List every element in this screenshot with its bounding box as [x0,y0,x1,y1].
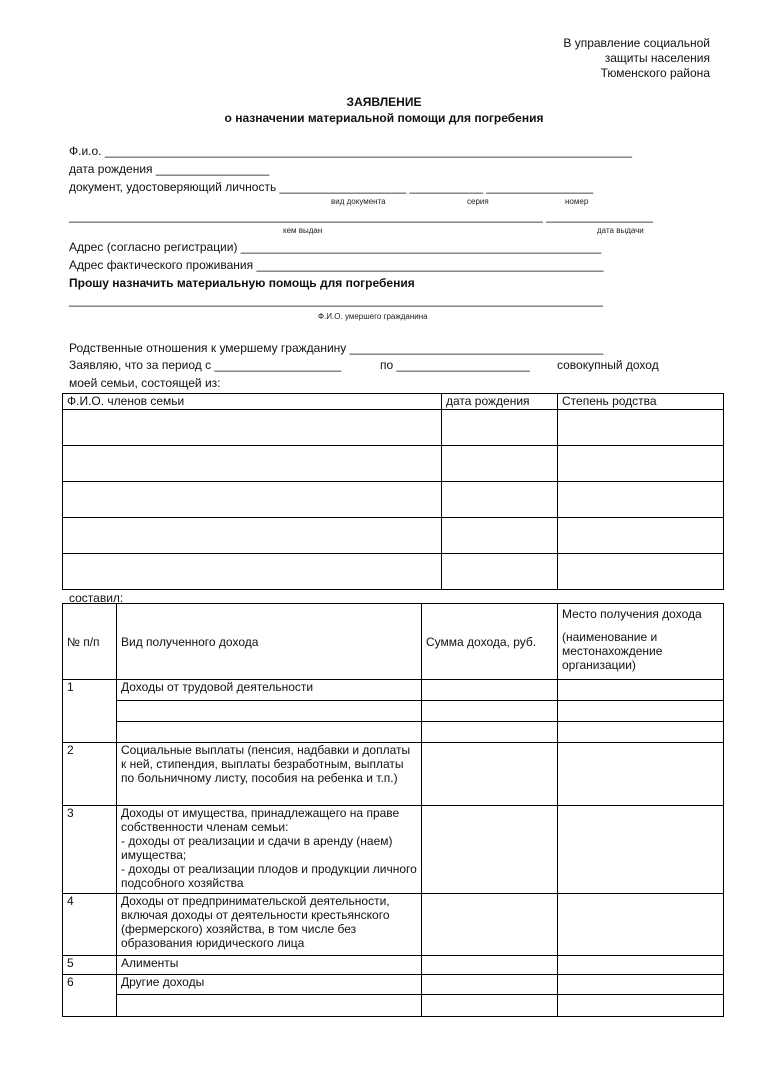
cell-input[interactable] [63,410,442,446]
table-row [63,975,724,995]
caption-deceased-name: Ф.И.О. умершего гражданина [318,312,428,321]
cell-input[interactable] [117,722,422,743]
row-income-type: Алименты [117,956,422,975]
cell-input[interactable] [558,956,724,975]
cell-input[interactable] [63,446,442,482]
deceased-name-field[interactable]: ________________________________________________________________________________ [69,293,603,307]
cell-input[interactable] [422,806,558,894]
row-number: 3 [63,806,117,894]
registration-address-field[interactable]: Адрес (согласно регистрации) ______________________________________________________ [69,240,602,254]
header-income-place [558,604,724,680]
table-row [63,894,724,956]
header-relationship: Степень родства [558,394,724,410]
row-income-type: Доходы от имущества, принадлежащего на праве собственности членам семьи: - доходы от реализации и сдачи в аренду (наем) имущества; - доходы от реализации плодов и продукции личного подсобного хозяйства [117,806,422,894]
cell-input[interactable] [422,722,558,743]
cell-input[interactable] [422,743,558,806]
table-row [63,743,724,806]
caption-issue-date: дата выдачи [597,226,644,235]
recipient-line-2: защиты населения [604,51,710,65]
header-income-place-title: Место получения дохода [562,607,702,621]
cell-input[interactable] [63,554,442,590]
cell-input[interactable] [422,956,558,975]
row-number: 4 [63,894,117,956]
table-row [63,722,724,743]
caption-number: номер [565,197,589,206]
cell-input[interactable] [558,554,724,590]
header-income-place-detail: (наименование и местонахождение организации) [562,630,663,672]
actual-address-field[interactable]: Адрес фактического проживания ____________________________________________________ [69,258,604,272]
cell-input[interactable] [558,446,724,482]
table-row [63,956,724,975]
family-table-header [63,394,724,410]
recipient-line-1: В управление социальной [563,36,710,50]
cell-input[interactable] [117,701,422,722]
cell-input[interactable] [558,680,724,701]
composed-label: составил: [69,591,124,605]
cell-input[interactable] [558,410,724,446]
row-number: 2 [63,743,117,806]
cell-input[interactable] [442,482,558,518]
table-row [63,518,724,554]
cell-input[interactable] [558,995,724,1017]
table-row [63,410,724,446]
cell-input[interactable] [442,554,558,590]
cell-input[interactable] [422,995,558,1017]
table-row [63,806,724,894]
birth-date-field[interactable]: дата рождения _________________ [69,162,270,176]
family-consisting-label: моей семьи, состоящей из: [69,376,221,390]
row-number: 5 [63,956,117,975]
table-row [63,446,724,482]
row-number: 6 [63,975,117,1017]
header-birth-date: дата рождения [442,394,558,410]
row-income-type: Другие доходы [117,975,422,995]
table-row [63,482,724,518]
table-row [63,995,724,1017]
cell-input[interactable] [558,701,724,722]
table-row [63,554,724,590]
document-subtitle: о назначении материальной помощи для погребения [224,111,544,125]
cell-input[interactable] [117,995,422,1017]
fio-field[interactable]: Ф.и.о. _______________________________________________________________________________ [69,144,633,158]
period-from-field[interactable]: Заявляю, что за период с ___________________ [69,358,342,372]
row-number: 1 [63,680,117,743]
header-number: № п/п [63,604,117,680]
cell-input[interactable] [422,701,558,722]
period-to-field[interactable]: по ____________________ [380,358,530,372]
income-table [62,603,724,1017]
cell-input[interactable] [442,410,558,446]
caption-series: серия [467,197,489,206]
cell-input[interactable] [422,894,558,956]
cell-input[interactable] [558,722,724,743]
cell-input[interactable] [63,482,442,518]
cell-input[interactable] [422,975,558,995]
header-income-sum: Сумма дохода, руб. [422,604,558,680]
document-title: ЗАЯВЛЕНИЕ [346,95,422,109]
header-income-type: Вид полученного дохода [117,604,422,680]
family-table [62,393,724,590]
cell-input[interactable] [442,446,558,482]
cell-input[interactable] [63,518,442,554]
income-table-header [63,604,724,680]
cell-input[interactable] [558,894,724,956]
identity-document-field[interactable]: документ, удостоверяющий личность ___________________ ___________ ________________ [69,180,594,194]
cell-input[interactable] [558,806,724,894]
cell-input[interactable] [558,518,724,554]
table-row [63,701,724,722]
issued-by-field[interactable]: _______________________________________________________________________ ________________ [69,209,653,223]
cell-input[interactable] [558,975,724,995]
row-income-type: Социальные выплаты (пенсия, надбавки и доплаты к ней, стипендия, выплаты безработным, выплаты по больничному листу, пособия на ребенка и т.п.) [117,743,422,806]
cell-input[interactable] [442,518,558,554]
total-income-label: совокупный доход [557,358,659,372]
table-row [63,680,724,701]
cell-input[interactable] [422,680,558,701]
row-income-type: Доходы от предпринимательской деятельности, включая доходы от деятельности крестьянского (фермерского) хозяйства, в том числе без образования юридического лица [117,894,422,956]
caption-issued-by: кем выдан [283,226,323,235]
cell-input[interactable] [558,743,724,806]
cell-input[interactable] [558,482,724,518]
header-family-name: Ф.И.О. членов семьи [63,394,442,410]
row-income-type: Доходы от трудовой деятельности [117,680,422,701]
request-statement: Прошу назначить материальную помощь для погребения [69,276,415,290]
caption-document-type: вид документа [331,197,386,206]
recipient-line-3: Тюменского района [600,66,710,80]
relation-field[interactable]: Родственные отношения к умершему гражданину ______________________________________ [69,341,604,355]
